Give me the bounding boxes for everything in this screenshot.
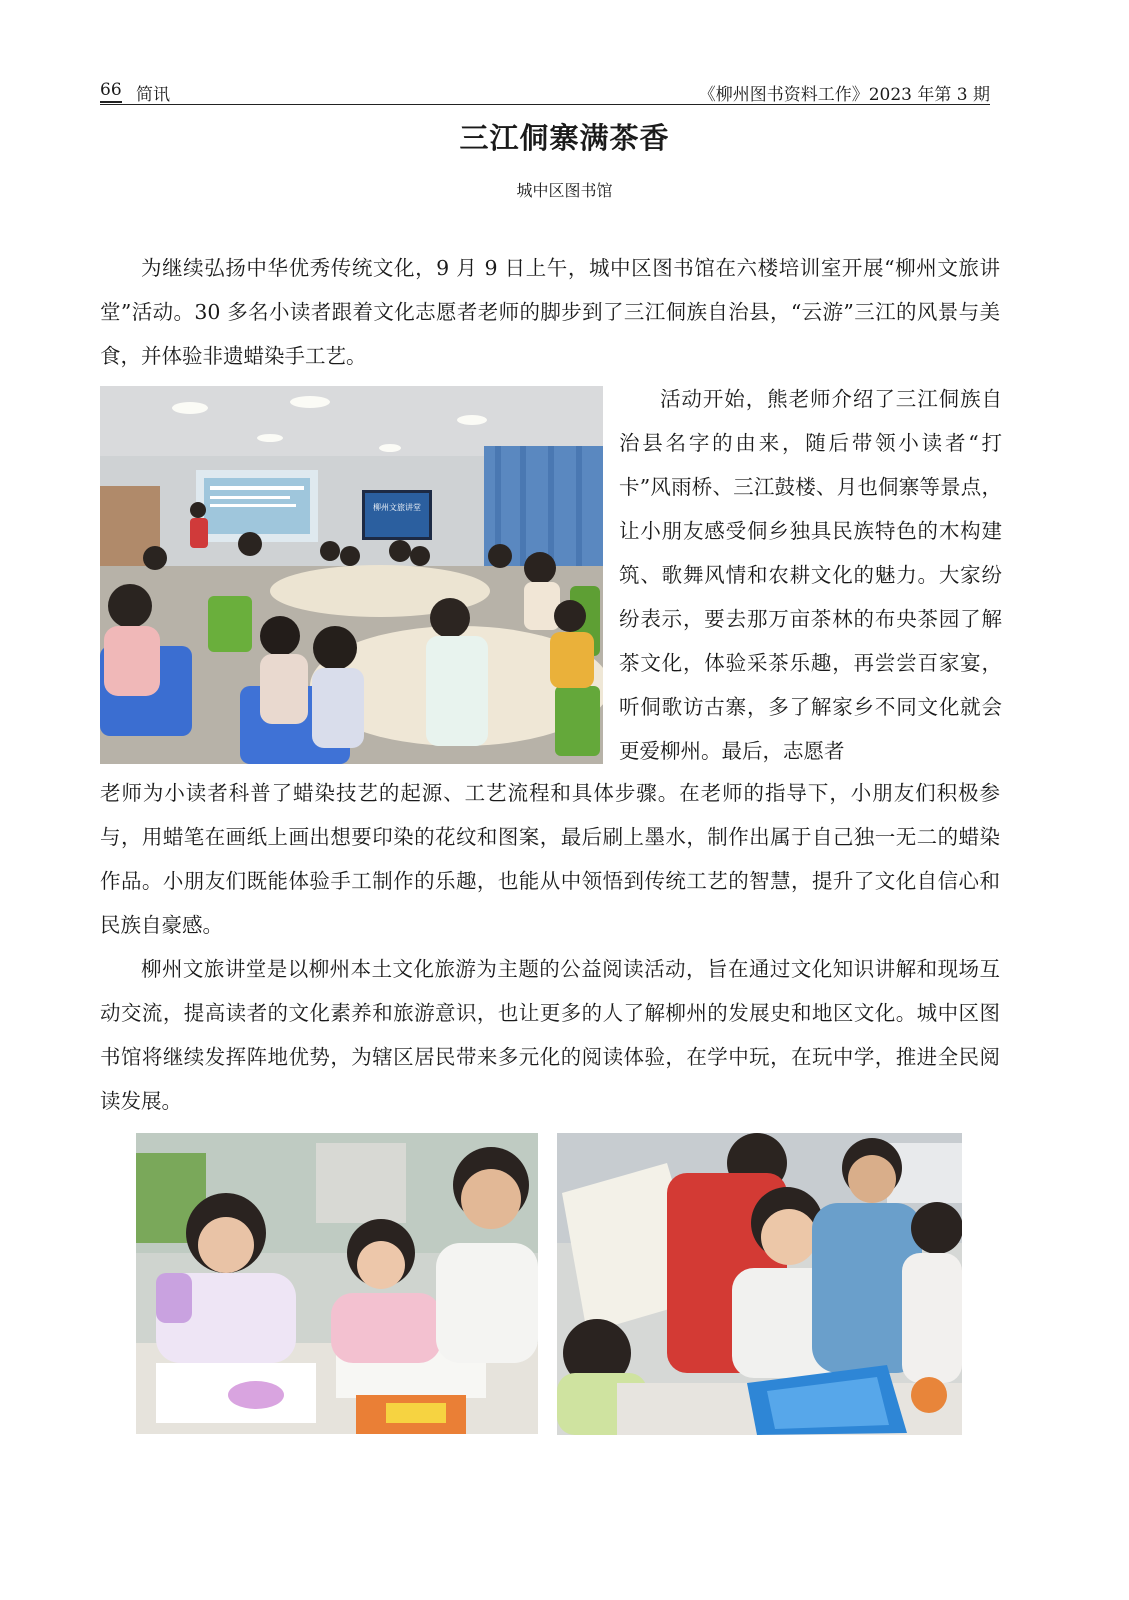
paragraph-summary: 柳州文旅讲堂是以柳州本土文化旅游为主题的公益阅读活动，旨在通过文化知识讲解和现场互动交流，提高读者的文化素养和旅游意识，也让更多的人了解柳州的发展史和地区文化。城中区图书馆将继续发挥阵地优势，为辖区居民带来多元化的阅读体验，在学中玩，在玩中学，推进全民阅读发展。 — [100, 957, 1000, 1113]
batik-making-photo — [557, 1133, 962, 1435]
children-drawing-photo-graphic — [136, 1133, 538, 1434]
paragraph-intro: 为继续弘扬中华优秀传统文化，9 月 9 日上午，城中区图书馆在六楼培训室开展“柳州文旅讲堂”活动。30 多名小读者跟着文化志愿者老师的脚步到了三江侗族自治县，“云游”三江的风景与美食，并体验非遗蜡染手工艺。 — [100, 256, 1000, 368]
paragraph-activity-side: 活动开始，熊老师介绍了三江侗族自治县名字的由来，随后带领小读者“打卡”风雨桥、三江鼓楼、月也侗寨等景点，让小朋友感受侗乡独具民族特色的木构建筑、歌舞风情和农耕文化的魅力。大家纷纷表示，要去那万亩茶林的布央茶园了解茶文化，体验采茶乐趣，再尝尝百家宴，听侗歌访古寨，多了解家乡不同文化就会更爱柳州。最后，志愿者 — [619, 387, 1002, 763]
section-label: 简讯 — [136, 85, 170, 105]
batik-making-photo-graphic — [557, 1133, 962, 1435]
running-header — [100, 76, 990, 105]
classroom-photo — [100, 386, 603, 764]
children-drawing-photo — [136, 1133, 538, 1434]
classroom-photo-graphic — [100, 386, 603, 764]
banner-text: 柳州文旅讲堂 — [373, 503, 421, 512]
page-number: 66 — [100, 80, 122, 103]
article-author: 城中区图书馆 — [516, 181, 613, 200]
paragraph-activity-full: 老师为小读者科普了蜡染技艺的起源、工艺流程和具体步骤。在老师的指导下，小朋友们积极参与，用蜡笔在画纸上画出想要印染的花纹和图案，最后刷上墨水，制作出属于自己独一无二的蜡染作品。小朋友们既能体验手工制作的乐趣，也能从中领悟到传统工艺的智慧，提升了文化自信心和民族自豪感。 — [100, 781, 1000, 937]
article-title: 三江侗寨满茶香 — [459, 121, 670, 155]
journal-title: 《柳州图书资料工作》2023 年第 3 期 — [698, 85, 990, 105]
